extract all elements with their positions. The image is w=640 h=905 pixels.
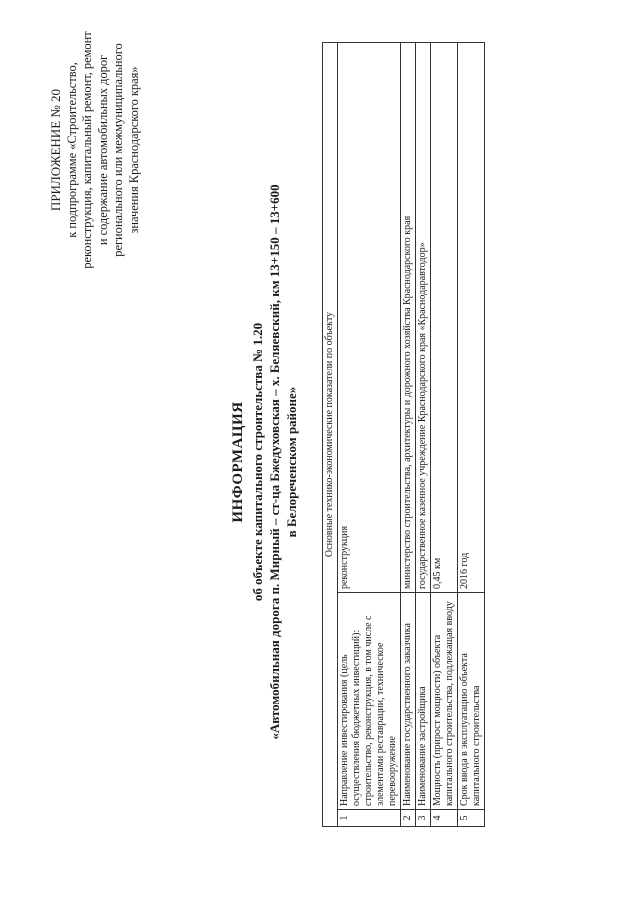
appendix-line: и содержание автомобильных дорог (95, 54, 110, 246)
row-name: Мощность (прирост мощности) объекта капитального строительства, подлежащая вводу (431, 593, 458, 810)
rotated-landscape-page (40, 22, 600, 882)
row-number: 4 (431, 810, 458, 827)
row-number: 1 (338, 810, 401, 827)
appendix-line: регионального или межмуниципального (111, 43, 125, 257)
row-name: Наименование застройщика (416, 593, 431, 810)
indicators-table (322, 42, 485, 827)
row-value: реконструкция (338, 43, 401, 593)
row-number: 5 (458, 810, 485, 827)
table-caption-row (323, 43, 338, 827)
row-value: 2016 год (458, 43, 485, 593)
row-value: министерство строительства, архитектуры и дорожного хозяйства Краснодарского края (401, 43, 416, 593)
table-row (431, 43, 458, 827)
appendix-block (48, 0, 142, 300)
appendix-title: ПРИЛОЖЕНИЕ № 20 (48, 88, 63, 212)
row-value: государственное казенное учреждение Краснодарского края «Краснодаравтодор» (416, 43, 431, 593)
table-row (338, 43, 401, 827)
appendix-line: значения Краснодарского края» (126, 66, 141, 234)
heading-line: в Белореченском районе» (284, 386, 299, 538)
appendix-line: к подпрограмме «Строительство, (64, 62, 79, 238)
row-value: 0,45 км (431, 43, 458, 593)
heading-line: об объекте капитального строительства № 1.20 (250, 322, 265, 602)
heading-line: «Автомобильная дорога п. Мирный – ст-ца Бжедуховская – х. Беляевский, км 13+150 – 13+600 (267, 184, 282, 740)
document-heading (230, 82, 300, 842)
row-name: Направление инвестирования (цель осуществления бюджетных инвестиций): строительство, реконструкция, в том числе с элементами реставрации, техническое перевооружение (338, 593, 401, 810)
row-number: 2 (401, 810, 416, 827)
row-name: Срок ввода в эксплуатацию объекта капитального строительства (458, 593, 485, 810)
table-row (416, 43, 431, 827)
document-title: ИНФОРМАЦИЯ (230, 401, 246, 523)
table-row (401, 43, 416, 827)
table-caption: Основные технико-экономические показатели по объекту (323, 43, 338, 827)
appendix-line: реконструкция, капитальный ремонт, ремонт (80, 31, 94, 269)
row-number: 3 (416, 810, 431, 827)
row-name: Наименование государственного заказчика (401, 593, 416, 810)
table-row (458, 43, 485, 827)
